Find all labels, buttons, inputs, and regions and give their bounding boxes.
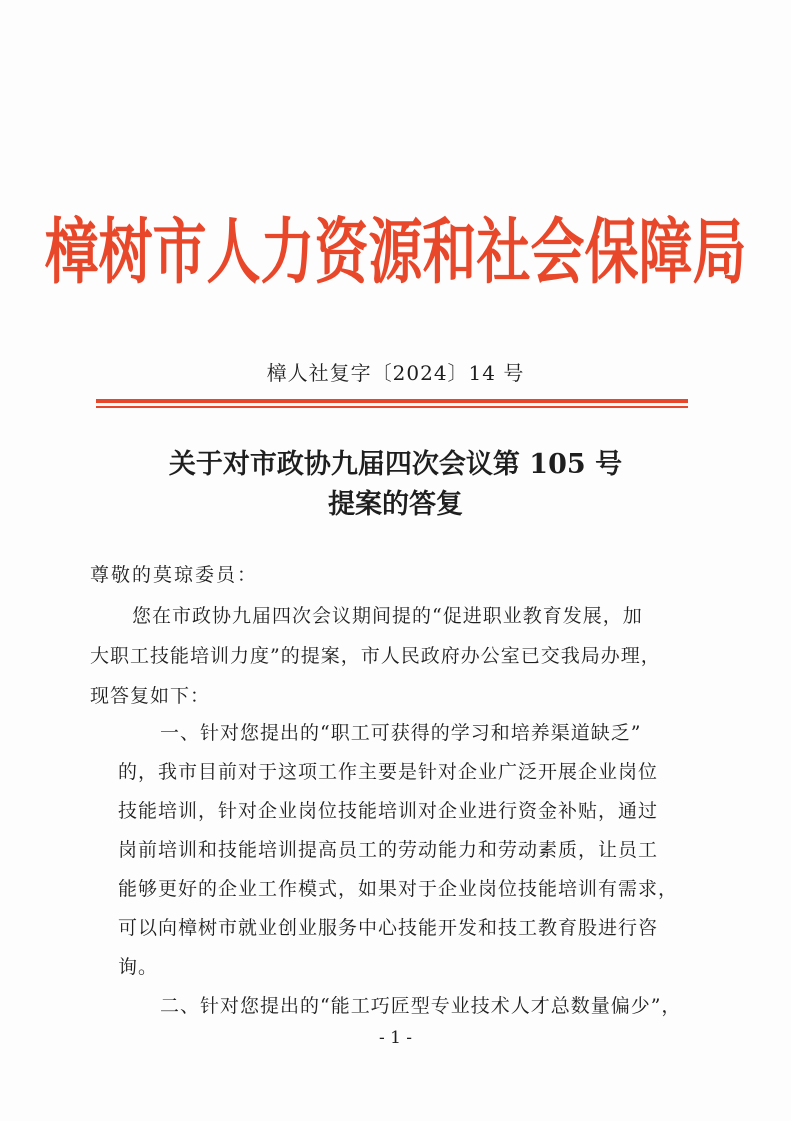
paragraph-one-line: 可以向樟树市就业创业服务中心技能开发和技工教育股进行咨: [118, 917, 659, 939]
page-number: - 1 -: [378, 1028, 413, 1048]
paragraph-two-line: 二、针对您提出的“能工巧匠型专业技术人才总数量偏少”，: [160, 995, 682, 1017]
agency-title: 樟树市人力资源和社会保障局: [44, 210, 747, 294]
reply-title-line-2: 提案的答复: [328, 489, 463, 520]
red-header-rule-thin: [96, 406, 688, 408]
salutation: 尊敬的莫琼委员：: [90, 564, 259, 586]
reply-title-line-1: 关于对市政协九届四次会议第 105 号: [168, 449, 623, 480]
paragraph-intro-line: 您在市政协九届四次会议期间提的“促进职业教育发展，加: [132, 605, 643, 627]
paragraph-one-line: 技能培训，针对企业岗位技能培训对企业进行资金补贴，通过: [118, 800, 659, 822]
paragraph-intro-line: 大职工技能培训力度”的提案，市人民政府办公室已交我局办理，: [90, 645, 661, 667]
paragraph-one-line: 岗前培训和技能培训提高员工的劳动能力和劳动素质，让员工: [118, 839, 659, 861]
document-number: 樟人社复字〔2024〕14 号: [266, 361, 525, 385]
red-header-rule-thick: [96, 399, 688, 403]
paragraph-one-line: 一、针对您提出的“职工可获得的学习和培养渠道缺乏”: [160, 722, 642, 744]
paragraph-one-line: 的，我市目前对于这项工作主要是针对企业广泛开展企业岗位: [118, 761, 659, 783]
paragraph-intro-line: 现答复如下：: [90, 685, 211, 707]
paragraph-one-line: 询。: [118, 956, 159, 978]
paragraph-one-line: 能够更好的企业工作模式，如果对于企业岗位技能培训有需求，: [118, 878, 679, 900]
